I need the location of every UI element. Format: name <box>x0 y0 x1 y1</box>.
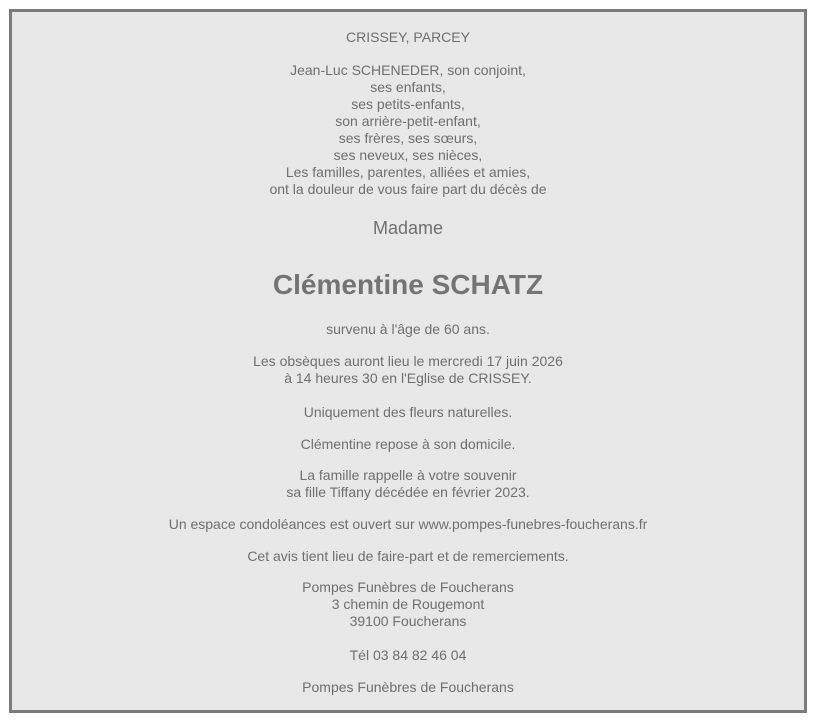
funeral-home-line: 39100 Foucherans <box>349 613 467 629</box>
age-line <box>12 321 804 338</box>
funeral-home-block <box>12 579 804 630</box>
deceased-name-line <box>12 268 804 302</box>
deceased-name: Clémentine SCHATZ <box>272 269 544 300</box>
condolences-text: Un espace condoléances est ouvert sur www.pompes-funebres-foucherans.fr <box>168 516 648 532</box>
signature-line <box>12 679 804 696</box>
condolences-line <box>12 516 804 533</box>
phone-text: Tél 03 84 82 46 04 <box>349 647 467 663</box>
thanks-line <box>12 548 804 565</box>
place-line <box>12 29 804 46</box>
title-line <box>12 217 804 239</box>
family-block <box>12 62 804 198</box>
rest-text: Clémentine repose à son domicile. <box>300 436 516 452</box>
family-line: ses frères, ses sœurs, <box>338 130 478 146</box>
family-line: ses neveux, ses nièces, <box>333 147 483 163</box>
family-line: ses enfants, <box>370 79 446 95</box>
memory-line: sa fille Tiffany décédée en février 2023. <box>286 484 530 500</box>
flowers-text: Uniquement des fleurs naturelles. <box>303 404 513 420</box>
funeral-line: à 14 heures 30 en l'Eglise de CRISSEY. <box>284 370 532 386</box>
memory-block <box>12 467 804 501</box>
funeral-line: Les obsèques auront lieu le mercredi 17 juin 2026 <box>253 353 563 369</box>
memory-line: La famille rappelle à votre souvenir <box>299 467 517 483</box>
honorific-title: Madame <box>372 218 444 238</box>
place-text: CRISSEY, PARCEY <box>346 29 470 45</box>
funeral-home-line: Pompes Funèbres de Foucherans <box>302 579 514 595</box>
flowers-line <box>12 404 804 421</box>
thanks-text: Cet avis tient lieu de faire-part et de remerciements. <box>247 548 569 564</box>
family-line: Jean-Luc SCHENEDER, son conjoint, <box>290 62 526 78</box>
family-line: son arrière-petit-enfant, <box>335 113 481 129</box>
funeral-block <box>12 353 804 387</box>
family-line: ses petits-enfants, <box>351 96 465 112</box>
phone-line <box>12 647 804 664</box>
obituary-notice-frame <box>9 9 807 713</box>
rest-line <box>12 436 804 453</box>
signature-text: Pompes Funèbres de Foucherans <box>302 679 514 695</box>
funeral-home-line: 3 chemin de Rougemont <box>331 596 485 612</box>
family-line: Les familles, parentes, alliées et amies, <box>285 164 531 180</box>
family-line: ont la douleur de vous faire part du décès de <box>269 181 547 197</box>
age-text: survenu à l'âge de 60 ans. <box>326 321 490 337</box>
